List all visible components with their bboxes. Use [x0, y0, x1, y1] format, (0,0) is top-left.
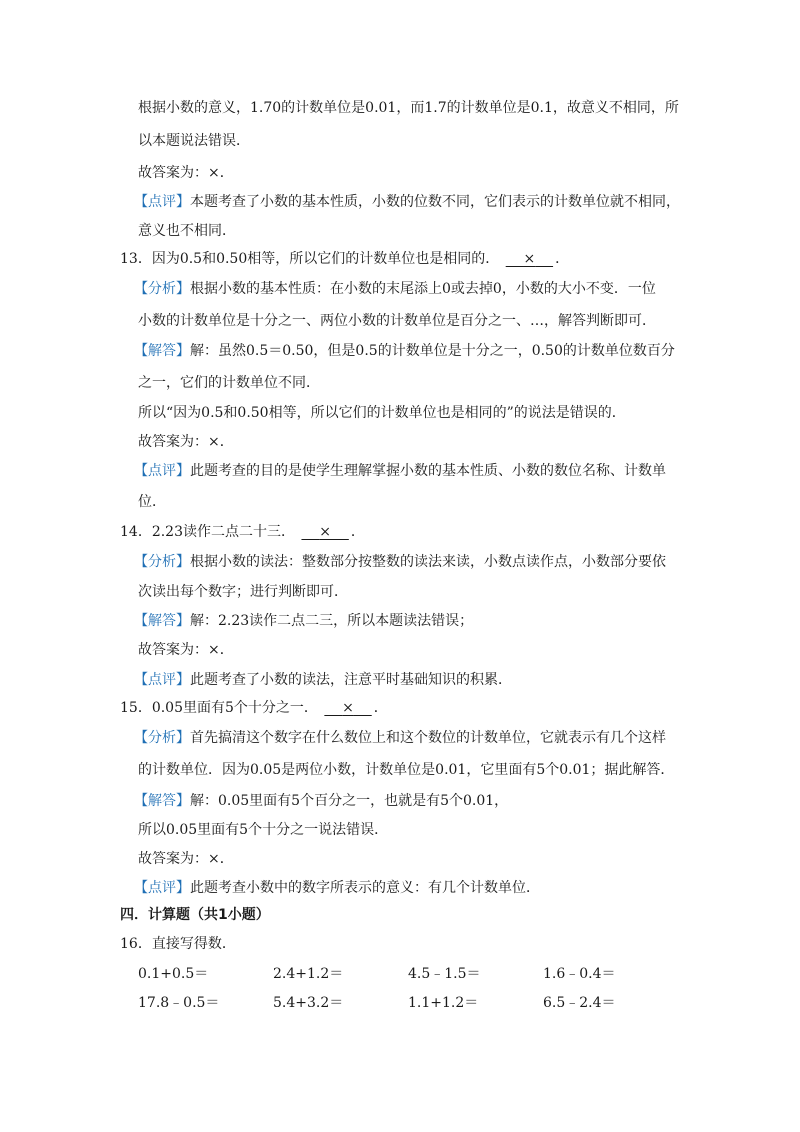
q15-stem [120, 698, 388, 718]
q15-stem-text: 15．0.05里面有5个十分之一． [120, 700, 318, 716]
q16-item-3: 4.5﹣1.5＝ [408, 966, 481, 982]
q13-solution-line-2: 之一，它们的计数单位不同． [138, 375, 320, 391]
q15-analysis-line-2: 的计数单位．因为0.05是两位小数，计数单位是0.01，它里面有5个0.01；据此解答． [138, 762, 675, 778]
q14-stem [120, 522, 365, 542]
q16-item-6: 5.4+3.2＝ [273, 995, 344, 1011]
q14-analysis-line-2: 次读出每个数字；进行判断即可． [138, 584, 348, 600]
q12-line-1: 根据小数的意义，1.70的计数单位是0.01，而1.7的计数单位是0.1，故意义不相同，所 [138, 100, 679, 116]
q14-stem-text: 14．2.23读作二点二十三． [120, 524, 295, 540]
q15-analysis-text: 首先搞清这个数字在什么数位上和这个数位的计数单位，它就表示有几个这样 [190, 730, 666, 746]
comment-tag: 【点评】 [134, 672, 190, 688]
comment-tag: 【点评】 [134, 880, 190, 896]
section-4-heading: 四．计算题（共1小题） [120, 907, 270, 923]
analysis-tag: 【分析】 [134, 730, 190, 746]
q13-answer: 故答案为：×． [138, 434, 234, 450]
q13-solution-line-3: 所以“因为0.5和0.50相等，所以它们的计数单位也是相同的”的说法是错误的． [138, 405, 626, 421]
q14-stem-end: ． [350, 524, 365, 540]
q15-stem-end: ． [373, 700, 388, 716]
q13-blank-mark: × [523, 251, 536, 267]
solution-tag: 【解答】 [134, 793, 190, 809]
q15-blank-mark: × [342, 700, 354, 716]
q15-answer: 故答案为：×． [138, 851, 234, 867]
q16-item-7: 1.1+1.2＝ [408, 995, 479, 1011]
q14-comment-text: 此题考查了小数的读法，注意平时基础知识的积累． [190, 672, 512, 688]
q13-analysis-text: 根据小数的基本性质：在小数的末尾添上0或去掉0，小数的大小不变．一位 [190, 281, 656, 297]
q12-answer: 故答案为：×． [138, 165, 234, 181]
q15-solution-line-2: 所以0.05里面有5个十分之一说法错误． [138, 822, 389, 838]
q16-item-1: 0.1+0.5＝ [138, 966, 209, 982]
q15-comment [134, 878, 540, 898]
q14-comment [134, 670, 512, 690]
q16-item-5: 17.8﹣0.5＝ [138, 995, 220, 1011]
analysis-tag: 【分析】 [134, 281, 190, 297]
q13-stem-end: ． [555, 251, 570, 267]
q14-answer: 故答案为：×． [138, 642, 234, 658]
solution-tag: 【解答】 [134, 613, 190, 629]
q13-comment-line-2: 位． [138, 494, 166, 510]
q15-analysis [134, 728, 666, 748]
q13-analysis [134, 279, 656, 299]
q13-analysis-line-2: 小数的计数单位是十分之一、两位小数的计数单位是百分之一、…，解答判断即可． [138, 313, 656, 329]
q12-line-2: 以本题说法错误． [138, 133, 250, 149]
q16-stem: 16．直接写得数． [120, 936, 236, 952]
q12-comment [134, 192, 680, 212]
q14-analysis [134, 552, 666, 572]
q13-solution [134, 341, 675, 361]
analysis-tag: 【分析】 [134, 554, 190, 570]
q13-stem [120, 249, 569, 269]
q15-solution-text: 解：0.05里面有5个百分之一，也就是有5个0.01， [190, 793, 509, 809]
q14-solution-text: 解：2.23读作二点二三，所以本题读法错误； [190, 613, 474, 629]
comment-tag: 【点评】 [134, 463, 190, 479]
q15-answer-blank [322, 698, 373, 718]
q15-solution [134, 791, 508, 811]
q13-stem-text: 13．因为0.5和0.50相等，所以它们的计数单位也是相同的． [120, 251, 500, 267]
q16-item-8: 6.5﹣2.4＝ [543, 995, 616, 1011]
q14-solution [134, 611, 473, 631]
q14-answer-blank [299, 522, 350, 542]
q12-comment-line-2: 意义也不相同． [138, 223, 236, 239]
q16-item-2: 2.4+1.2＝ [273, 966, 344, 982]
q13-solution-text: 解：虽然0.5＝0.50，但是0.5的计数单位是十分之一，0.50的计数单位数百分 [190, 343, 675, 359]
q13-comment-text: 此题考查的目的是使学生理解掌握小数的基本性质、小数的数位名称、计数单 [190, 463, 666, 479]
solution-tag: 【解答】 [134, 343, 190, 359]
q14-analysis-text: 根据小数的读法：整数部分按整数的读法来读，小数点读作点，小数部分要依 [190, 554, 666, 570]
q16-item-4: 1.6﹣0.4＝ [543, 966, 616, 982]
q14-blank-mark: × [319, 524, 331, 540]
q15-comment-text: 此题考查小数中的数字所表示的意义：有几个计数单位． [190, 880, 540, 896]
q12-comment-text: 本题考查了小数的基本性质，小数的位数不同，它们表示的计数单位就不相同， [190, 194, 680, 210]
comment-tag: 【点评】 [134, 194, 190, 210]
q13-comment [134, 461, 666, 481]
q13-answer-blank [504, 249, 555, 269]
